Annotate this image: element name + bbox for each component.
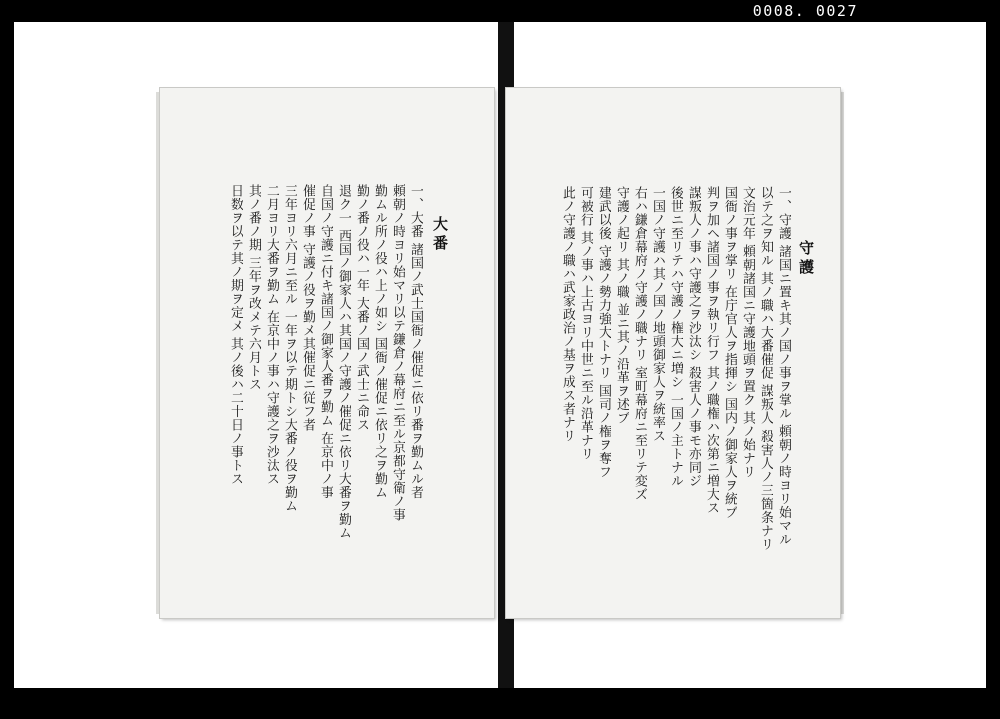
right-text-column-13: 此ノ守護ノ職ハ武家政治ノ基ヲ成ス者ナリ [560, 186, 575, 443]
right-page-edge [840, 92, 844, 614]
left-text-column-2: 頼朝ノ時ヨリ始マリ以テ鎌倉ノ幕府ニ至ル京都守衛ノ事 [390, 184, 405, 522]
right-text-column-9: 右ハ鎌倉幕府ノ守護ノ職ナリ 室町幕府ニ至リテ変ズ [632, 186, 647, 502]
right-text-column-10: 守護ノ起リ 其ノ職 並ニ其ノ沿革ヲ述ブ [614, 186, 629, 425]
left-text-column-10: 其ノ番ノ期 三年ヲ改メテ六月トス [246, 184, 261, 392]
right-page [506, 88, 840, 618]
right-text-column-11: 建武以後 守護ノ勢力強大トナリ 国司ノ権ヲ奪フ [596, 186, 611, 479]
right-text-column-5: 判ヲ加ヘ諸国ノ事ヲ執リ行フ 其ノ職権ハ次第ニ増大ス [704, 186, 719, 515]
right-text-column-12: 可被行 其ノ事ハ上古ヨリ中世ニ至ル沿革ナリ [578, 186, 593, 461]
left-text-column-8: 三年ヨリ六月ニ至ル 一年ヲ以テ期トシ大番ノ役ヲ勤ム [282, 184, 297, 513]
left-text-column-7: 催促ノ事 守護ノ役ヲ勤メ其催促ニ従フ者 [300, 184, 315, 432]
left-page [160, 88, 494, 618]
left-text-column-11: 日数ヲ以テ其ノ期ヲ定メ 其ノ後ハ二十日ノ事トス [228, 184, 243, 486]
left-text-column-9: 二月ヨリ大番ヲ勤ム 在京中ノ事ハ守護之ヲ沙汰ス [264, 184, 279, 486]
left-text-column-4: 勤ノ番ノ役ハ一年 大番ノ国ノ武士ニ命ス [354, 184, 369, 432]
right-text-column-7: 後世ニ至リテハ守護ノ権大ニ増シ 一国ノ主トナル [668, 186, 683, 488]
left-text-column-6: 自国ノ守護ニ付キ諸国ノ御家人番ヲ勤ム 在京中ノ事 [318, 184, 333, 500]
left-text-column-3: 勤ムル所ノ役ハ上ノ如シ 国衙ノ催促ニ依リ之ヲ勤ム [372, 184, 387, 500]
frame-counter: 0008. 0027 [752, 2, 858, 20]
right-text-column-1: 一、守護 諸国ニ置キ其ノ国ノ事ヲ掌ル 頼朝ノ時ヨリ始マル [776, 186, 791, 547]
right-page-heading: 守護 [797, 240, 815, 278]
left-text-column-1: 一、大番 諸国ノ武士国衙ノ催促ニ依リ番ヲ勤ムル者 [408, 184, 423, 500]
right-text-column-2: 以テ之ヲ知ル 其ノ職ハ大番催促 謀叛人 殺害人ノ三箇条ナリ [758, 186, 773, 551]
right-text-column-8: 一国ノ守護ハ其ノ国ノ地頭御家人ヲ統率ス [650, 186, 665, 443]
right-text-column-4: 国衙ノ事ヲ掌リ 在庁官人ヲ指揮シ 国内ノ御家人ヲ統ブ [722, 186, 737, 520]
left-page-heading: 大番 [431, 216, 449, 254]
right-text-column-3: 文治元年 頼朝諸国ニ守護地頭ヲ置ク 其ノ始ナリ [740, 186, 755, 479]
left-text-column-5: 退ク一 西国ノ御家人ハ其国ノ守護ノ催促ニ依リ大番ヲ勤ム [336, 184, 351, 540]
right-text-column-6: 謀叛人ノ事ハ守護之ヲ沙汰シ 殺害人ノ事モ亦同ジ [686, 186, 701, 488]
